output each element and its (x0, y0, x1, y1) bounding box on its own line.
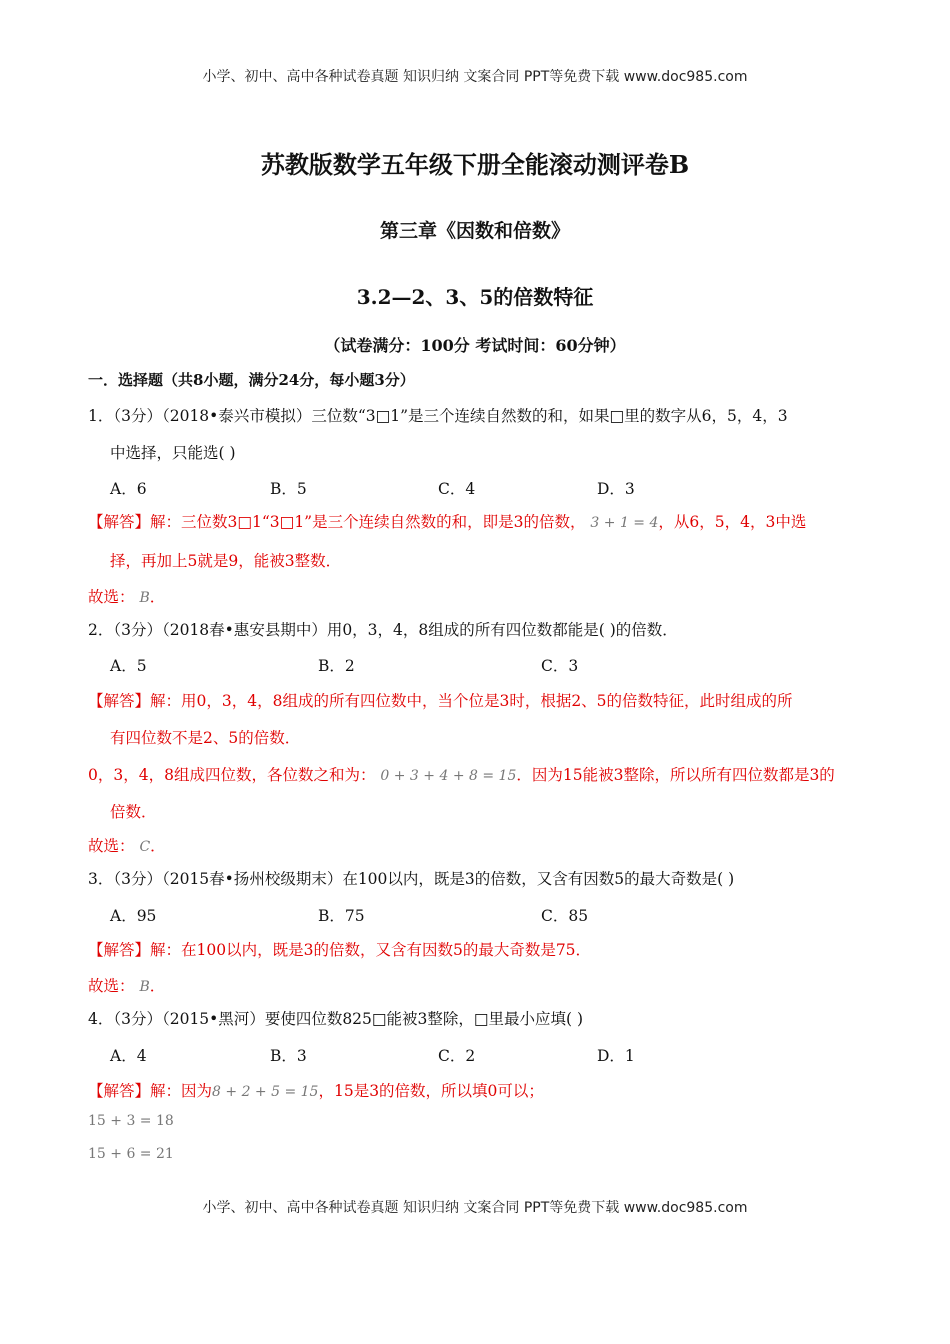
q1-answer (88, 585, 868, 607)
answer-suffix: ． (149, 588, 166, 606)
q4-solution (88, 1079, 868, 1101)
answer-suffix: ． (150, 837, 166, 855)
q2-stem: 2．（3分）（2018春•惠安县期中）用0，3，4，8组成的所有四位数都能是( )的倍数． (88, 621, 678, 639)
q4-stem: 4．（3分）（2015•黑河）要使四位数825□能被3整除，□里最小应填( ) (88, 1010, 584, 1028)
q1-solution-text-cont: ，从6，5，4，3中选 (658, 513, 807, 531)
q1-stem: 1．（3分）（2018•泰兴市模拟）三位数“3□1”是三个连续自然数的和，如果□里的数字从6，5，4，3 (88, 407, 788, 425)
exam-title: 苏教版数学五年级下册全能滚动测评卷B (260, 150, 690, 179)
q1-solution-math: 3 + 1 = 4 (590, 515, 659, 531)
header-banner: 小学、初中、高中各种试卷真题 知识归纳 文案合同 PPT等免费下载 www.doc985.com (202, 69, 748, 85)
answer-letter: B (139, 979, 150, 995)
answer-letter: B (139, 590, 150, 606)
solution-tag: 【解答】 (88, 513, 151, 531)
q1-solution-line2: 择，再加上5就是9，能被3整数． (110, 552, 342, 570)
q1-option-a: A．6 (110, 480, 147, 498)
chapter-title: 第三章《因数和倍数》 (379, 220, 570, 242)
q2-solution-line4: 倍数． (110, 803, 157, 821)
answer-letter: C (139, 839, 151, 855)
q1-solution-text: 解：三位数3□1“3□1”是三个连续自然数的和，即是3的倍数， (150, 513, 586, 531)
solution-tag: 【解答】 (88, 941, 151, 959)
q4-option-b: B．3 (270, 1047, 307, 1065)
q4-option-a: A．4 (110, 1047, 147, 1065)
section-title: 3.2—2、3、5的倍数特征 (356, 285, 594, 309)
q4-calc-2: 15 + 6 = 21 (88, 1146, 174, 1162)
q2-solution-line3 (88, 763, 868, 785)
q4-solution-text: 解：因为 (150, 1082, 213, 1100)
answer-suffix: ． (149, 977, 166, 995)
solution-tag: 【解答】 (88, 1082, 151, 1100)
q3-stem: 3．（3分）（2015春•扬州校级期末）在100以内，既是3的倍数，又含有因数5的最大奇数是( ) (88, 870, 735, 888)
q2-solution-text: 解：用0，3，4，8组成的所有四位数中，当个位是3时，根据2、5的倍数特征，此时组成的所 (150, 692, 793, 710)
q4-solution-text-cont: ，15是3的倍数，所以填0可以； (318, 1082, 544, 1100)
q2-solution-line2: 有四位数不是2、5的倍数． (110, 729, 301, 747)
solution-tag: 【解答】 (88, 692, 151, 710)
q4-calc-1: 15 + 3 = 18 (88, 1113, 174, 1129)
q2-solution-line3-cont: ．因为15能被3整除，所以所有四位数都是3的 (516, 766, 835, 784)
q2-option-c: C．3 (541, 657, 579, 675)
q2-solution (88, 689, 868, 711)
q1-option-c: C．4 (438, 480, 476, 498)
answer-prefix: 故选： (88, 837, 135, 855)
q3-option-c: C．85 (541, 907, 589, 925)
footer-banner: 小学、初中、高中各种试卷真题 知识归纳 文案合同 PPT等免费下载 www.doc985.com (202, 1200, 748, 1216)
q1-option-b: B．5 (270, 480, 307, 498)
exam-info: （试卷满分：100分 考试时间：60分钟） (324, 336, 626, 355)
q1-stem-cont: 中选择，只能选( ) (110, 444, 236, 462)
q3-solution (88, 938, 868, 960)
q2-solution-line3-text: 0，3，4，8组成四位数，各位数之和为： (88, 766, 376, 784)
answer-prefix: 故选： (88, 977, 135, 995)
q4-option-d: D．1 (597, 1047, 635, 1065)
part-heading: 一．选择题（共8小题，满分24分，每小题3分） (88, 371, 415, 389)
q2-option-a: A．5 (110, 657, 147, 675)
q4-solution-math: 8 + 2 + 5 = 15 (212, 1084, 319, 1100)
q1-option-d: D．3 (597, 480, 635, 498)
q3-answer (88, 974, 868, 996)
q3-option-a: A．95 (110, 907, 157, 925)
answer-prefix: 故选： (88, 588, 135, 606)
q3-solution-text: 解：在100以内，既是3的倍数，又含有因数5的最大奇数是75． (150, 941, 592, 959)
q2-answer (88, 834, 868, 856)
q2-solution-math: 0 + 3 + 4 + 8 = 15 (380, 768, 517, 784)
q1-solution (88, 510, 868, 532)
q2-option-b: B．2 (318, 657, 355, 675)
q4-option-c: C．2 (438, 1047, 476, 1065)
q3-option-b: B．75 (318, 907, 365, 925)
